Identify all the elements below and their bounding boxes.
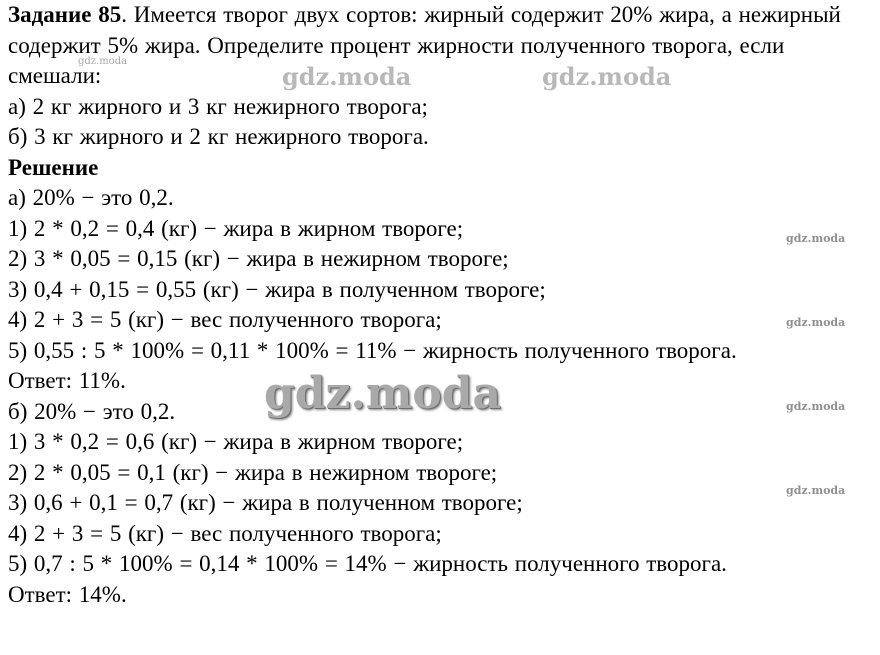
- task-statement: [8, 0, 874, 92]
- solution-document: [8, 0, 874, 610]
- part-a-step-3: 3) 0,4 + 0,15 = 0,55 (кг) − жира в полученном твороге;: [8, 276, 546, 302]
- part-a-step-1: 1) 2 * 0,2 = 0,4 (кг) − жира в жирном твороге;: [8, 215, 464, 241]
- watermark: gdz.moda: [264, 368, 502, 419]
- part-b-step-3: 3) 0,6 + 0,1 = 0,7 (кг) − жира в полученном твороге;: [8, 490, 523, 515]
- part-a-step-5: 5) 0,55 : 5 * 100% = 0,11 * 100% = 11% − жирность полученного творога.: [8, 337, 737, 363]
- watermark: gdz.moda: [786, 316, 846, 329]
- watermark: gdz.moda: [542, 62, 672, 91]
- watermark: gdz.moda: [786, 232, 846, 245]
- part-a-answer: Ответ: 11%.: [8, 368, 126, 393]
- option-a: а) 2 кг жирного и 3 кг нежирного творога;: [8, 93, 428, 119]
- part-b-step-1: 1) 3 * 0,2 = 0,6 (кг) − жира в жирном твороге;: [8, 429, 464, 454]
- part-a-step-2: 2) 3 * 0,05 = 0,15 (кг) − жира в нежирном твороге;: [8, 246, 509, 271]
- part-b-step-5: 5) 0,7 : 5 * 100% = 0,14 * 100% = 14% − жирность полученного творога.: [8, 551, 727, 576]
- part-b-answer: Ответ: 14%.: [8, 581, 127, 607]
- task-label: Задание 85: [8, 2, 122, 27]
- watermark: gdz.moda: [786, 484, 846, 497]
- option-b: б) 3 кг жирного и 2 кг нежирного творога.: [8, 124, 429, 149]
- part-b-step-4: 4) 2 + 3 = 5 (кг) − вес полученного творога;: [8, 520, 442, 546]
- solution-heading: Решение: [8, 154, 99, 180]
- watermark: gdz.moda: [786, 400, 846, 413]
- watermark: gdz.moda: [78, 56, 128, 67]
- part-b-intro: б) 20% − это 0,2.: [8, 398, 176, 424]
- watermark: gdz.moda: [282, 62, 412, 91]
- part-a-intro: а) 20% − это 0,2.: [8, 185, 174, 210]
- part-b-step-2: 2) 2 * 0,05 = 0,1 (кг) − жира в нежирном твороге;: [8, 459, 498, 485]
- part-a-step-4: 4) 2 + 3 = 5 (кг) − вес полученного творога;: [8, 307, 442, 332]
- task-text: . Имеется творог двух сортов: жирный содержит 20% жира, а нежирный содержит 5% жира. Определите процент жирности полученного творога, если смешали:: [8, 2, 841, 88]
